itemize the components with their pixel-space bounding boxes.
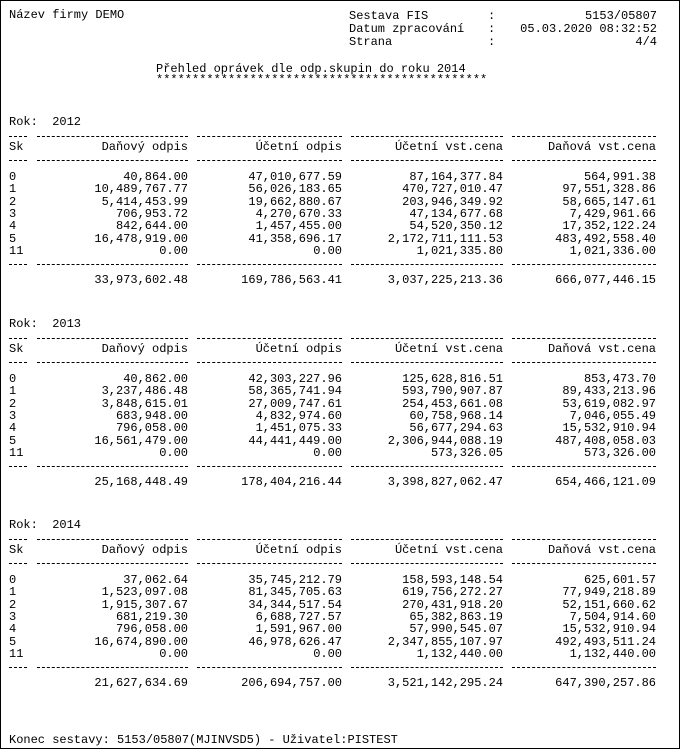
total-cell: 25,168,448.49 bbox=[94, 475, 188, 489]
total-cell: 169,786,563.41 bbox=[241, 273, 342, 287]
column-header: Daňová vst.cena bbox=[547, 543, 656, 557]
column-header: Účetní odpis bbox=[255, 342, 342, 356]
table-cell: 492,493,511.24 bbox=[555, 634, 656, 649]
group-code: 4 bbox=[9, 622, 17, 637]
table-cell: 796,058.00 bbox=[115, 622, 188, 637]
table-cell: 65,382,863.19 bbox=[409, 609, 503, 624]
separator-rule bbox=[512, 466, 656, 467]
total-cell: 3,037,225,213.36 bbox=[387, 273, 503, 287]
table-cell: 6,688,727.57 bbox=[255, 609, 342, 624]
separator-rule bbox=[37, 466, 188, 467]
header-value: 4/4 bbox=[635, 35, 657, 49]
table-cell: 16,674,890.00 bbox=[94, 634, 188, 649]
separator-rule bbox=[351, 136, 503, 137]
separator-rule bbox=[512, 667, 656, 668]
table-cell: 44,441,449.00 bbox=[248, 433, 342, 448]
table-cell: 19,662,880.67 bbox=[248, 194, 342, 209]
column-header: Daňový odpis bbox=[101, 342, 188, 356]
total-cell: 3,521,142,295.24 bbox=[387, 676, 503, 690]
separator-rule bbox=[37, 667, 188, 668]
group-code: 1 bbox=[9, 384, 17, 399]
table-cell: 593,790,907.87 bbox=[402, 384, 503, 399]
separator-rule bbox=[9, 264, 27, 265]
separator-rule bbox=[9, 667, 27, 668]
group-code: 4 bbox=[9, 421, 17, 436]
title-underline: ********************************************** bbox=[156, 73, 488, 87]
header-colon: : bbox=[488, 9, 496, 23]
separator-rule bbox=[512, 539, 656, 540]
column-header-sk: Sk bbox=[9, 342, 24, 356]
column-header: Daňový odpis bbox=[101, 543, 188, 557]
table-cell: 706,953.72 bbox=[115, 206, 188, 221]
year-label: Rok: 2012 bbox=[9, 115, 82, 129]
separator-rule bbox=[197, 563, 342, 564]
table-cell: 17,352,122.24 bbox=[562, 219, 656, 234]
group-code: 1 bbox=[9, 182, 17, 197]
group-code: 2 bbox=[9, 396, 17, 411]
separator-rule bbox=[197, 539, 342, 540]
table-cell: 54,520,350.12 bbox=[409, 219, 503, 234]
column-header: Účetní vst.cena bbox=[394, 543, 503, 557]
table-cell: 4,270,670.33 bbox=[255, 206, 342, 221]
table-cell: 56,677,294.63 bbox=[409, 421, 503, 436]
table-cell: 42,303,227.96 bbox=[248, 372, 342, 386]
column-header: Daňová vst.cena bbox=[547, 140, 656, 154]
table-cell: 1,451,075.33 bbox=[255, 421, 342, 436]
table-cell: 4,832,974.60 bbox=[255, 408, 342, 423]
separator-rule bbox=[512, 136, 656, 137]
group-code: 3 bbox=[9, 609, 17, 624]
year-label: Rok: 2014 bbox=[9, 518, 82, 532]
table-cell: 681,219.30 bbox=[115, 609, 188, 624]
table-cell: 203,946,349.92 bbox=[402, 194, 503, 209]
table-cell: 0.00 bbox=[159, 243, 188, 258]
table-cell: 573,326.00 bbox=[583, 445, 656, 460]
group-code: 11 bbox=[9, 243, 24, 258]
table-cell: 58,665,147.61 bbox=[562, 194, 656, 209]
separator-rule bbox=[512, 160, 656, 161]
table-cell: 1,132,440.00 bbox=[569, 646, 656, 661]
separator-rule bbox=[37, 338, 188, 339]
total-cell: 654,466,121.09 bbox=[555, 475, 656, 489]
header-value: 5153/05807 bbox=[584, 9, 657, 23]
separator-rule bbox=[197, 667, 342, 668]
table-cell: 0.00 bbox=[313, 243, 342, 258]
table-cell: 1,132,440.00 bbox=[416, 646, 503, 661]
table-cell: 470,727,010.47 bbox=[402, 182, 503, 197]
separator-rule bbox=[197, 136, 342, 137]
report-footer: Konec sestavy: 5153/05807(MJINVSD5) - Uživatel:PISTEST bbox=[9, 733, 398, 747]
header-label: Datum zpracování bbox=[349, 22, 465, 36]
total-cell: 206,694,757.00 bbox=[241, 676, 342, 690]
total-cell: 33,973,602.48 bbox=[94, 273, 188, 287]
separator-rule bbox=[9, 563, 27, 564]
separator-rule bbox=[351, 466, 503, 467]
table-cell: 7,429,961.66 bbox=[569, 206, 656, 221]
table-cell: 40,864.00 bbox=[123, 170, 188, 184]
table-cell: 10,489,767.77 bbox=[94, 182, 188, 197]
table-cell: 97,551,328.86 bbox=[562, 182, 656, 197]
table-cell: 619,756,272.27 bbox=[402, 585, 503, 600]
separator-rule bbox=[37, 160, 188, 161]
table-cell: 47,010,677.59 bbox=[248, 170, 342, 184]
table-cell: 158,593,148.54 bbox=[402, 573, 503, 587]
group-code: 11 bbox=[9, 646, 24, 661]
separator-rule bbox=[197, 264, 342, 265]
separator-rule bbox=[37, 362, 188, 363]
separator-rule bbox=[9, 539, 27, 540]
table-cell: 125,628,816.51 bbox=[402, 372, 503, 386]
table-cell: 573,326.05 bbox=[430, 445, 503, 460]
total-cell: 178,404,216.44 bbox=[241, 475, 342, 489]
separator-rule bbox=[37, 563, 188, 564]
table-cell: 0.00 bbox=[159, 646, 188, 661]
table-cell: 270,431,918.20 bbox=[402, 597, 503, 612]
table-cell: 3,237,486.48 bbox=[101, 384, 188, 399]
table-cell: 2,172,711,111.53 bbox=[387, 231, 503, 246]
table-cell: 0.00 bbox=[313, 445, 342, 460]
table-cell: 7,504,914.60 bbox=[569, 609, 656, 624]
table-cell: 796,058.00 bbox=[115, 421, 188, 436]
group-code: 2 bbox=[9, 597, 17, 612]
table-cell: 1,021,336.00 bbox=[569, 243, 656, 258]
table-cell: 683,948.00 bbox=[115, 408, 188, 423]
table-cell: 5,414,453.99 bbox=[101, 194, 188, 209]
column-header-sk: Sk bbox=[9, 543, 24, 557]
table-cell: 625,601.57 bbox=[583, 573, 656, 587]
year-label: Rok: 2013 bbox=[9, 317, 82, 331]
table-cell: 564,991.38 bbox=[583, 170, 656, 184]
table-cell: 77,949,218.89 bbox=[562, 585, 656, 600]
group-code: 3 bbox=[9, 206, 17, 221]
table-cell: 2,306,944,088.19 bbox=[387, 433, 503, 448]
table-cell: 1,021,335.80 bbox=[416, 243, 503, 258]
table-cell: 56,026,183.65 bbox=[248, 182, 342, 197]
group-code: 4 bbox=[9, 219, 17, 234]
group-code: 0 bbox=[9, 170, 17, 184]
separator-rule bbox=[512, 338, 656, 339]
table-cell: 487,408,058.03 bbox=[555, 433, 656, 448]
table-cell: 1,523,097.08 bbox=[101, 585, 188, 600]
header-label: Sestava FIS bbox=[349, 9, 429, 23]
table-cell: 1,915,307.67 bbox=[101, 597, 188, 612]
column-header: Daňový odpis bbox=[101, 140, 188, 154]
separator-rule bbox=[351, 264, 503, 265]
table-cell: 53,619,082.97 bbox=[562, 396, 656, 411]
separator-rule bbox=[351, 362, 503, 363]
table-cell: 0.00 bbox=[159, 445, 188, 460]
group-code: 0 bbox=[9, 573, 17, 587]
separator-rule bbox=[512, 563, 656, 564]
column-header: Daňová vst.cena bbox=[547, 342, 656, 356]
table-cell: 2,347,855,107.97 bbox=[387, 634, 503, 649]
header-colon: : bbox=[488, 22, 496, 36]
column-header-sk: Sk bbox=[9, 140, 24, 154]
header-value: 05.03.2020 08:32:52 bbox=[520, 22, 657, 36]
group-code: 1 bbox=[9, 585, 17, 600]
table-cell: 52,151,660.62 bbox=[562, 597, 656, 612]
table-cell: 81,345,705.63 bbox=[248, 585, 342, 600]
column-header: Účetní odpis bbox=[255, 140, 342, 154]
column-header: Účetní vst.cena bbox=[394, 140, 503, 154]
group-code: 5 bbox=[9, 433, 17, 448]
table-cell: 58,365,741.94 bbox=[248, 384, 342, 399]
report-title: Přehled oprávek dle odp.skupin do roku 2014 bbox=[156, 62, 466, 76]
table-cell: 89,433,213.96 bbox=[562, 384, 656, 399]
table-cell: 46,978,626.47 bbox=[248, 634, 342, 649]
group-code: 3 bbox=[9, 408, 17, 423]
table-cell: 853,473.70 bbox=[583, 372, 656, 386]
table-cell: 15,532,910.94 bbox=[562, 421, 656, 436]
separator-rule bbox=[9, 338, 27, 339]
separator-rule bbox=[512, 362, 656, 363]
table-cell: 27,009,747.61 bbox=[248, 396, 342, 411]
separator-rule bbox=[351, 539, 503, 540]
separator-rule bbox=[197, 338, 342, 339]
table-cell: 16,478,919.00 bbox=[94, 231, 188, 246]
group-code: 5 bbox=[9, 634, 17, 649]
total-cell: 647,390,257.86 bbox=[555, 676, 656, 690]
group-code: 2 bbox=[9, 194, 17, 209]
table-cell: 41,358,696.17 bbox=[248, 231, 342, 246]
table-cell: 7,046,055.49 bbox=[569, 408, 656, 423]
table-cell: 1,457,455.00 bbox=[255, 219, 342, 234]
column-header: Účetní vst.cena bbox=[394, 342, 503, 356]
table-cell: 1,591,967.00 bbox=[255, 622, 342, 637]
table-cell: 57,990,545.07 bbox=[409, 622, 503, 637]
table-cell: 35,745,212.79 bbox=[248, 573, 342, 587]
separator-rule bbox=[351, 160, 503, 161]
table-cell: 34,344,517.54 bbox=[248, 597, 342, 612]
separator-rule bbox=[9, 160, 27, 161]
group-code: 0 bbox=[9, 372, 17, 386]
table-cell: 16,561,479.00 bbox=[94, 433, 188, 448]
header-colon: : bbox=[488, 35, 496, 49]
separator-rule bbox=[512, 264, 656, 265]
separator-rule bbox=[197, 362, 342, 363]
table-cell: 842,644.00 bbox=[115, 219, 188, 234]
table-cell: 40,862.00 bbox=[123, 372, 188, 386]
table-cell: 37,062.64 bbox=[123, 573, 188, 587]
table-cell: 60,758,968.14 bbox=[409, 408, 503, 423]
total-cell: 3,398,827,062.47 bbox=[387, 475, 503, 489]
group-code: 5 bbox=[9, 231, 17, 246]
separator-rule bbox=[9, 362, 27, 363]
separator-rule bbox=[351, 667, 503, 668]
group-code: 11 bbox=[9, 445, 24, 460]
separator-rule bbox=[351, 563, 503, 564]
separator-rule bbox=[351, 338, 503, 339]
total-cell: 666,077,446.15 bbox=[555, 273, 656, 287]
table-cell: 47,134,677.68 bbox=[409, 206, 503, 221]
table-cell: 254,453,661.08 bbox=[402, 396, 503, 411]
separator-rule bbox=[9, 136, 27, 137]
table-cell: 15,532,910.94 bbox=[562, 622, 656, 637]
separator-rule bbox=[9, 466, 27, 467]
column-header: Účetní odpis bbox=[255, 543, 342, 557]
separator-rule bbox=[37, 539, 188, 540]
separator-rule bbox=[197, 466, 342, 467]
table-cell: 3,848,615.01 bbox=[101, 396, 188, 411]
separator-rule bbox=[197, 160, 342, 161]
table-cell: 87,164,377.84 bbox=[409, 170, 503, 184]
company-name: Název firmy DEMO bbox=[9, 8, 125, 22]
total-cell: 21,627,634.69 bbox=[94, 676, 188, 690]
separator-rule bbox=[37, 136, 188, 137]
table-cell: 483,492,558.40 bbox=[555, 231, 656, 246]
header-label: Strana bbox=[349, 35, 393, 49]
table-cell: 0.00 bbox=[313, 646, 342, 661]
separator-rule bbox=[37, 264, 188, 265]
